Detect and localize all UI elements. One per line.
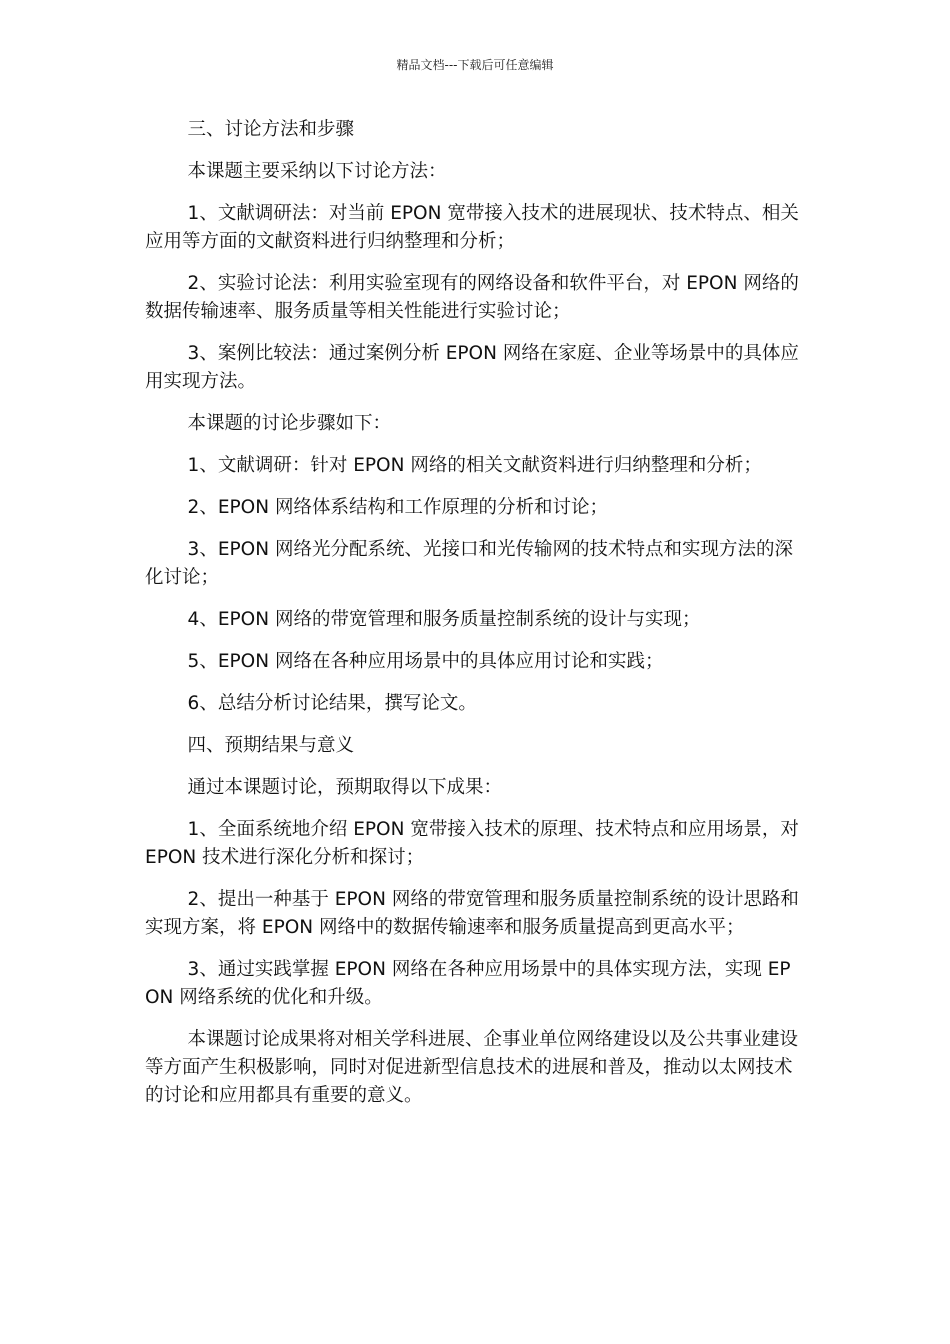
list-item: 2、提出一种基于 EPON 网络的带宽管理和服务质量控制系统的设计思路和实现方案，将 EPON 网络中的数据传输速率和服务质量提高到更高水平； xyxy=(145,889,799,938)
list-item: 5、EPON 网络在各种应用场景中的具体应用讨论和实践； xyxy=(187,651,664,672)
section-heading-results: 四、预期结果与意义 xyxy=(187,735,355,756)
page-header: 精品文档---下载后可任意编辑 xyxy=(396,58,554,72)
paragraph: 本课题讨论成果将对相关学科进展、企事业单位网络建设以及公共事业建设等方面产生积极影响，同时对促进新型信息技术的进展和普及，推动以太网技术的讨论和应用都具有重要的意义。 xyxy=(145,1029,799,1106)
list-item: 2、EPON 网络体系结构和工作原理的分析和讨论； xyxy=(187,497,608,518)
paragraph: 本课题主要采纳以下讨论方法： xyxy=(187,161,447,182)
list-item: 1、文献调研：针对 EPON 网络的相关文献资料进行归纳整理和分析； xyxy=(187,455,762,476)
section-heading-methods: 三、讨论方法和步骤 xyxy=(187,119,355,140)
list-item: 3、案例比较法：通过案例分析 EPON 网络在家庭、企业等场景中的具体应用实现方法。 xyxy=(145,343,799,392)
paragraph: 本课题的讨论步骤如下： xyxy=(187,413,392,434)
list-item: 1、文献调研法：对当前 EPON 宽带接入技术的进展现状、技术特点、相关应用等方面的文献资料进行归纳整理和分析； xyxy=(145,203,799,252)
list-item: 6、总结分析讨论结果，撰写论文。 xyxy=(187,693,477,714)
list-item: 2、实验讨论法：利用实验室现有的网络设备和软件平台，对 EPON 网络的数据传输速率、服务质量等相关性能进行实验讨论； xyxy=(145,273,799,322)
paragraph: 通过本课题讨论，预期取得以下成果： xyxy=(187,777,503,798)
list-item: 3、EPON 网络光分配系统、光接口和光传输网的技术特点和实现方法的深化讨论； xyxy=(145,539,793,588)
list-item: 1、全面系统地介绍 EPON 宽带接入技术的原理、技术特点和应用场景，对 EPON 技术进行深化分析和探讨； xyxy=(145,819,799,868)
document-body xyxy=(145,116,805,1124)
list-item: 4、EPON 网络的带宽管理和服务质量控制系统的设计与实现； xyxy=(187,609,701,630)
list-item: 3、通过实践掌握 EPON 网络在各种应用场景中的具体实现方法，实现 EPON 网络系统的优化和升级。 xyxy=(145,959,791,1008)
